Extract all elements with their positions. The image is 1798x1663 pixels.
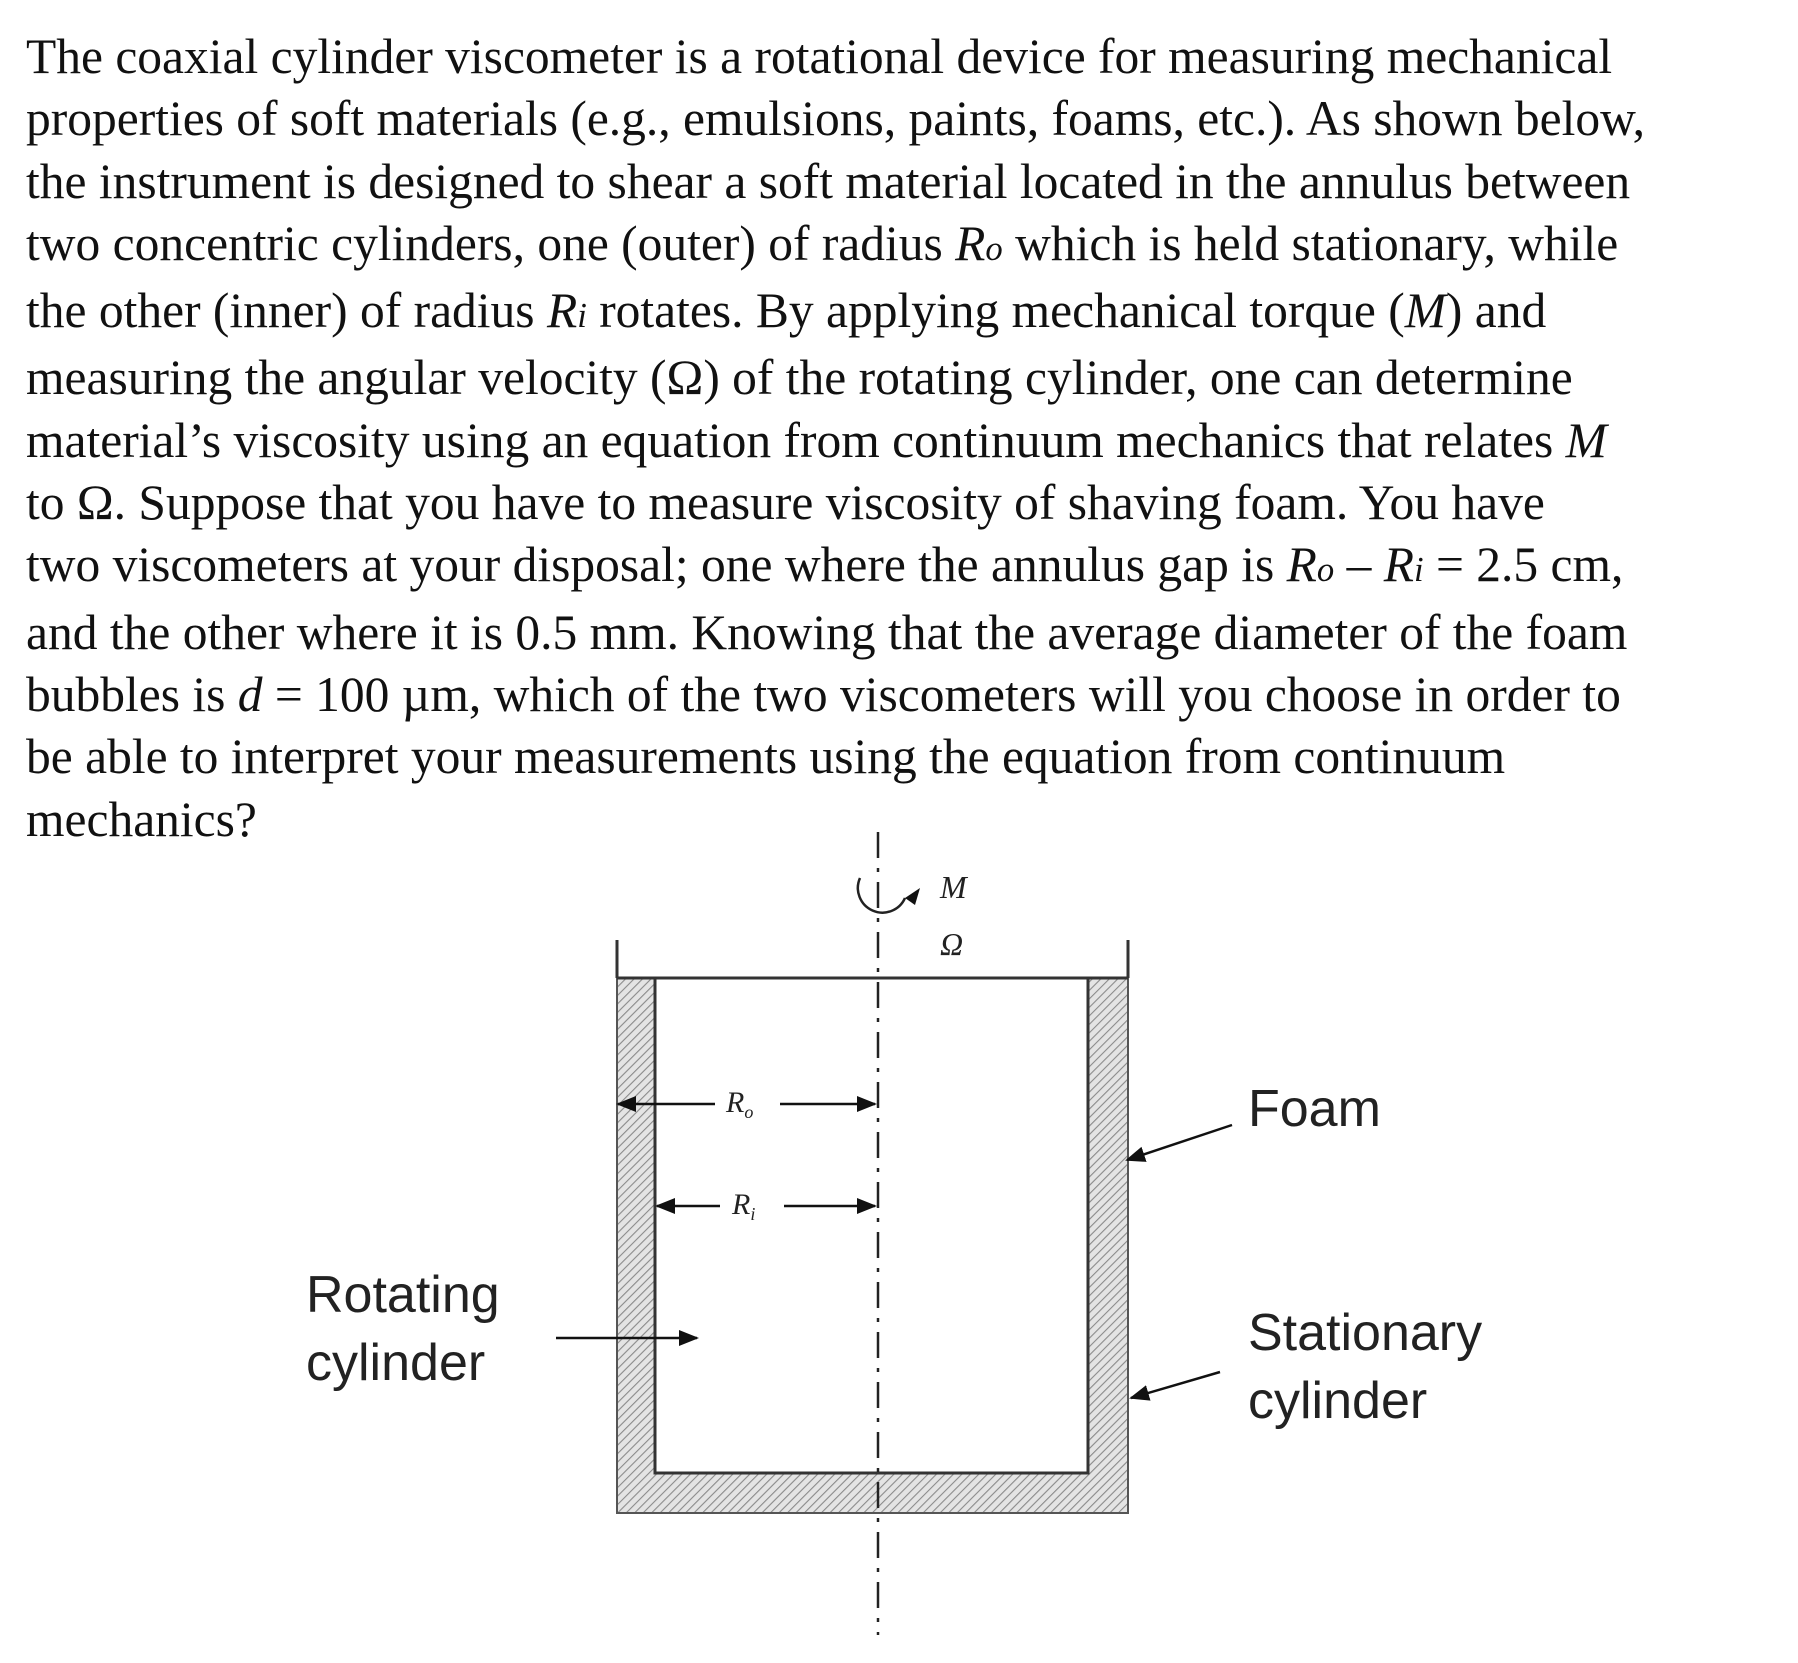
problem-line-12: be able to interpret your measurements using the equation from continuum (26, 729, 1506, 785)
symbol-d: d (237, 666, 263, 722)
line11-part-1: bubbles is (26, 666, 226, 722)
line4-part-2: which is held stationary, while (1002, 215, 1619, 271)
line5-part-3: ) and (1445, 283, 1547, 339)
line9-part-2: = 2.5 cm, (1423, 537, 1624, 593)
foam-pointer-line (1127, 1125, 1232, 1160)
rotation-arrowhead-icon (905, 888, 920, 905)
foam-label: Foam (1248, 1080, 1381, 1138)
torque-label: M (940, 869, 967, 905)
rotating-cylinder-label-line1: Rotating (306, 1266, 500, 1324)
problem-line-8: to Ω. Suppose that you have to measure viscosity of shaving foam. You have (26, 475, 1545, 531)
problem-line-6: measuring the angular velocity (Ω) of the rotating cylinder, one can determine (26, 350, 1573, 406)
line5-part-2: rotates. By applying mechanical torque ( (586, 283, 1405, 339)
rotating-cylinder-label-line2: cylinder (306, 1334, 486, 1392)
minus-sign: – (1346, 537, 1384, 593)
problem-line-3: the instrument is designed to shear a soft material located in the annulus between (26, 153, 1631, 209)
stationary-cylinder-label-line2: cylinder (1248, 1372, 1428, 1430)
problem-line-10: and the other where it is 0.5 mm. Knowing that the average diameter of the foam (26, 604, 1628, 660)
subscript-i: i (577, 297, 587, 336)
problem-line-1: The coaxial cylinder viscometer is a rotational device for measuring mechanical (26, 29, 1613, 84)
symbol-r: R (546, 283, 578, 339)
omega-label: Ω (940, 926, 964, 962)
stationary-cylinder-wall (617, 978, 1128, 1513)
line5-part-1: the other (inner) of radius (26, 283, 547, 339)
subscript-i: i (1413, 551, 1424, 590)
line11-part-2: = 100 µm, which of the two viscometers will you choose in order to (262, 666, 1621, 722)
subscript-o: o (985, 229, 1003, 268)
stationary-pointer-line (1131, 1372, 1220, 1398)
symbol-r: R (955, 215, 986, 271)
symbol-m: M (1404, 283, 1446, 339)
line9-part-1: two viscometers at your disposal; one where the annulus gap is (26, 537, 1275, 593)
symbol-m: M (1565, 412, 1607, 468)
line7-part-1: material’s viscosity using an equation from continuum mechanics that relates (26, 412, 1554, 468)
ri-label: $R_i$ (732, 1188, 756, 1224)
problem-line-13: mechanics? (26, 791, 257, 847)
symbol-r: R (1383, 537, 1414, 593)
inner-cup-outline (655, 978, 1088, 1473)
problem-line-2: properties of soft materials (e.g., emulsions, paints, foams, etc.). As shown below, (26, 91, 1645, 147)
stationary-cylinder-label-line1: Stationary (1248, 1304, 1483, 1362)
subscript-o: o (1316, 551, 1335, 590)
rotation-arrow-icon (858, 878, 905, 913)
ro-label: $R_o$ (726, 1086, 754, 1122)
symbol-r: R (1286, 537, 1317, 593)
line4-part-1: two concentric cylinders, one (outer) of radius (26, 215, 956, 271)
